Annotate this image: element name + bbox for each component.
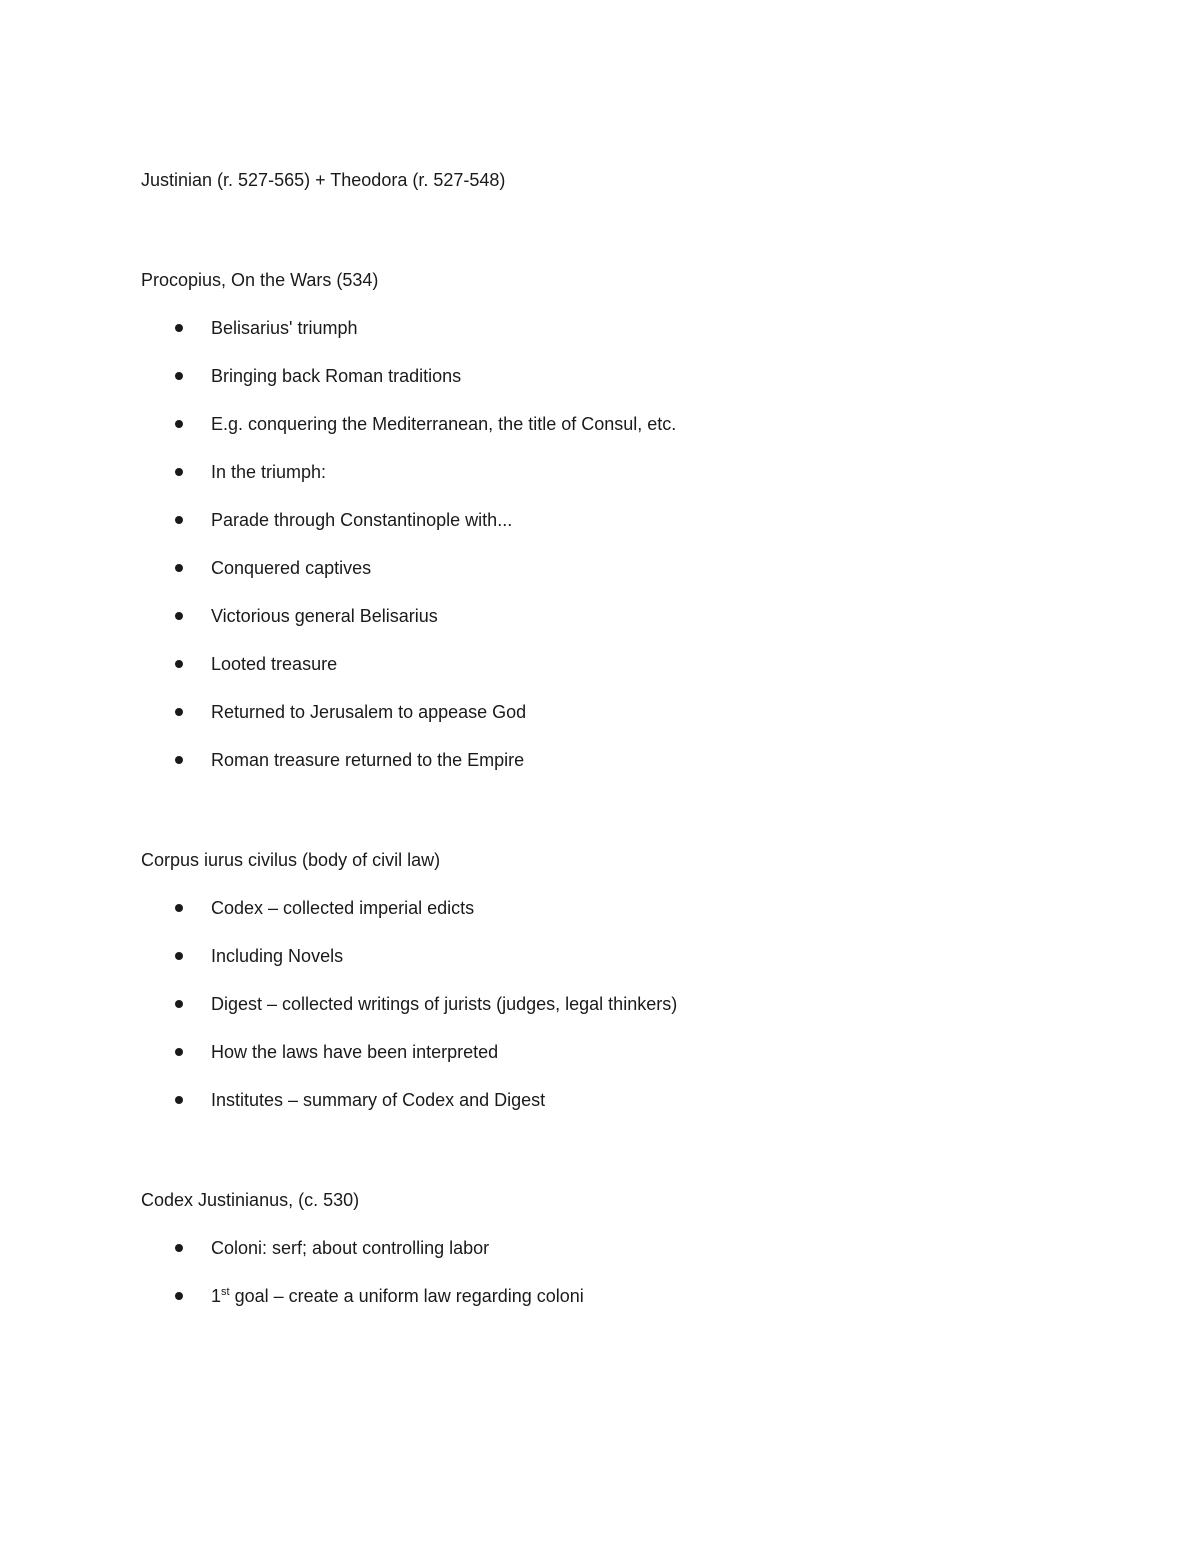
list-item: Roman treasure returned to the Empire xyxy=(141,746,1121,774)
document-title: Justinian (r. 527-565) + Theodora (r. 527-548) xyxy=(141,170,506,190)
bullet-icon xyxy=(175,1096,183,1104)
bullet-icon xyxy=(175,708,183,716)
bullet-icon xyxy=(175,1292,183,1300)
bullet-icon xyxy=(175,904,183,912)
list-item: Coloni: serf; about controlling labor xyxy=(141,1234,1121,1262)
spacer xyxy=(141,194,1121,266)
list-item: Institutes – summary of Codex and Digest xyxy=(141,1086,1121,1114)
bullet-icon xyxy=(175,1000,183,1008)
bullet-list-procopius xyxy=(141,314,1121,774)
list-item: How the laws have been interpreted xyxy=(141,1038,1121,1066)
bullet-icon xyxy=(175,952,183,960)
document-body xyxy=(141,166,1121,1310)
section-heading-codex-justinianus: Codex Justinianus, (c. 530) xyxy=(141,1190,360,1210)
list-item: Looted treasure xyxy=(141,650,1121,678)
list-item: Codex – collected imperial edicts xyxy=(141,894,1121,922)
list-item: Including Novels xyxy=(141,942,1121,970)
list-item: Belisarius' triumph xyxy=(141,314,1121,342)
bullet-list-codex-justinianus xyxy=(141,1234,1121,1310)
bullet-icon xyxy=(175,1048,183,1056)
bullet-icon xyxy=(175,420,183,428)
bullet-icon xyxy=(175,1244,183,1252)
bullet-icon xyxy=(175,660,183,668)
bullet-list-corpus xyxy=(141,894,1121,1114)
section-heading-corpus: Corpus iurus civilus (body of civil law) xyxy=(141,850,441,870)
bullet-icon xyxy=(175,564,183,572)
list-item: E.g. conquering the Mediterranean, the title of Consul, etc. xyxy=(141,410,1121,438)
list-item: Parade through Constantinople with... xyxy=(141,506,1121,534)
bullet-icon xyxy=(175,516,183,524)
list-item: Returned to Jerusalem to appease God xyxy=(141,698,1121,726)
list-item: In the triumph: xyxy=(141,458,1121,486)
list-item: Digest – collected writings of jurists (judges, legal thinkers) xyxy=(141,990,1121,1018)
bullet-icon xyxy=(175,756,183,764)
section-heading-procopius: Procopius, On the Wars (534) xyxy=(141,270,379,290)
bullet-icon xyxy=(175,372,183,380)
list-item: 1st goal – create a uniform law regarding coloni xyxy=(141,1282,1121,1310)
list-item: Conquered captives xyxy=(141,554,1121,582)
spacer xyxy=(141,1114,1121,1186)
bullet-icon xyxy=(175,324,183,332)
bullet-icon xyxy=(175,612,183,620)
list-item: Victorious general Belisarius xyxy=(141,602,1121,630)
bullet-icon xyxy=(175,468,183,476)
spacer xyxy=(141,774,1121,846)
list-item: Bringing back Roman traditions xyxy=(141,362,1121,390)
